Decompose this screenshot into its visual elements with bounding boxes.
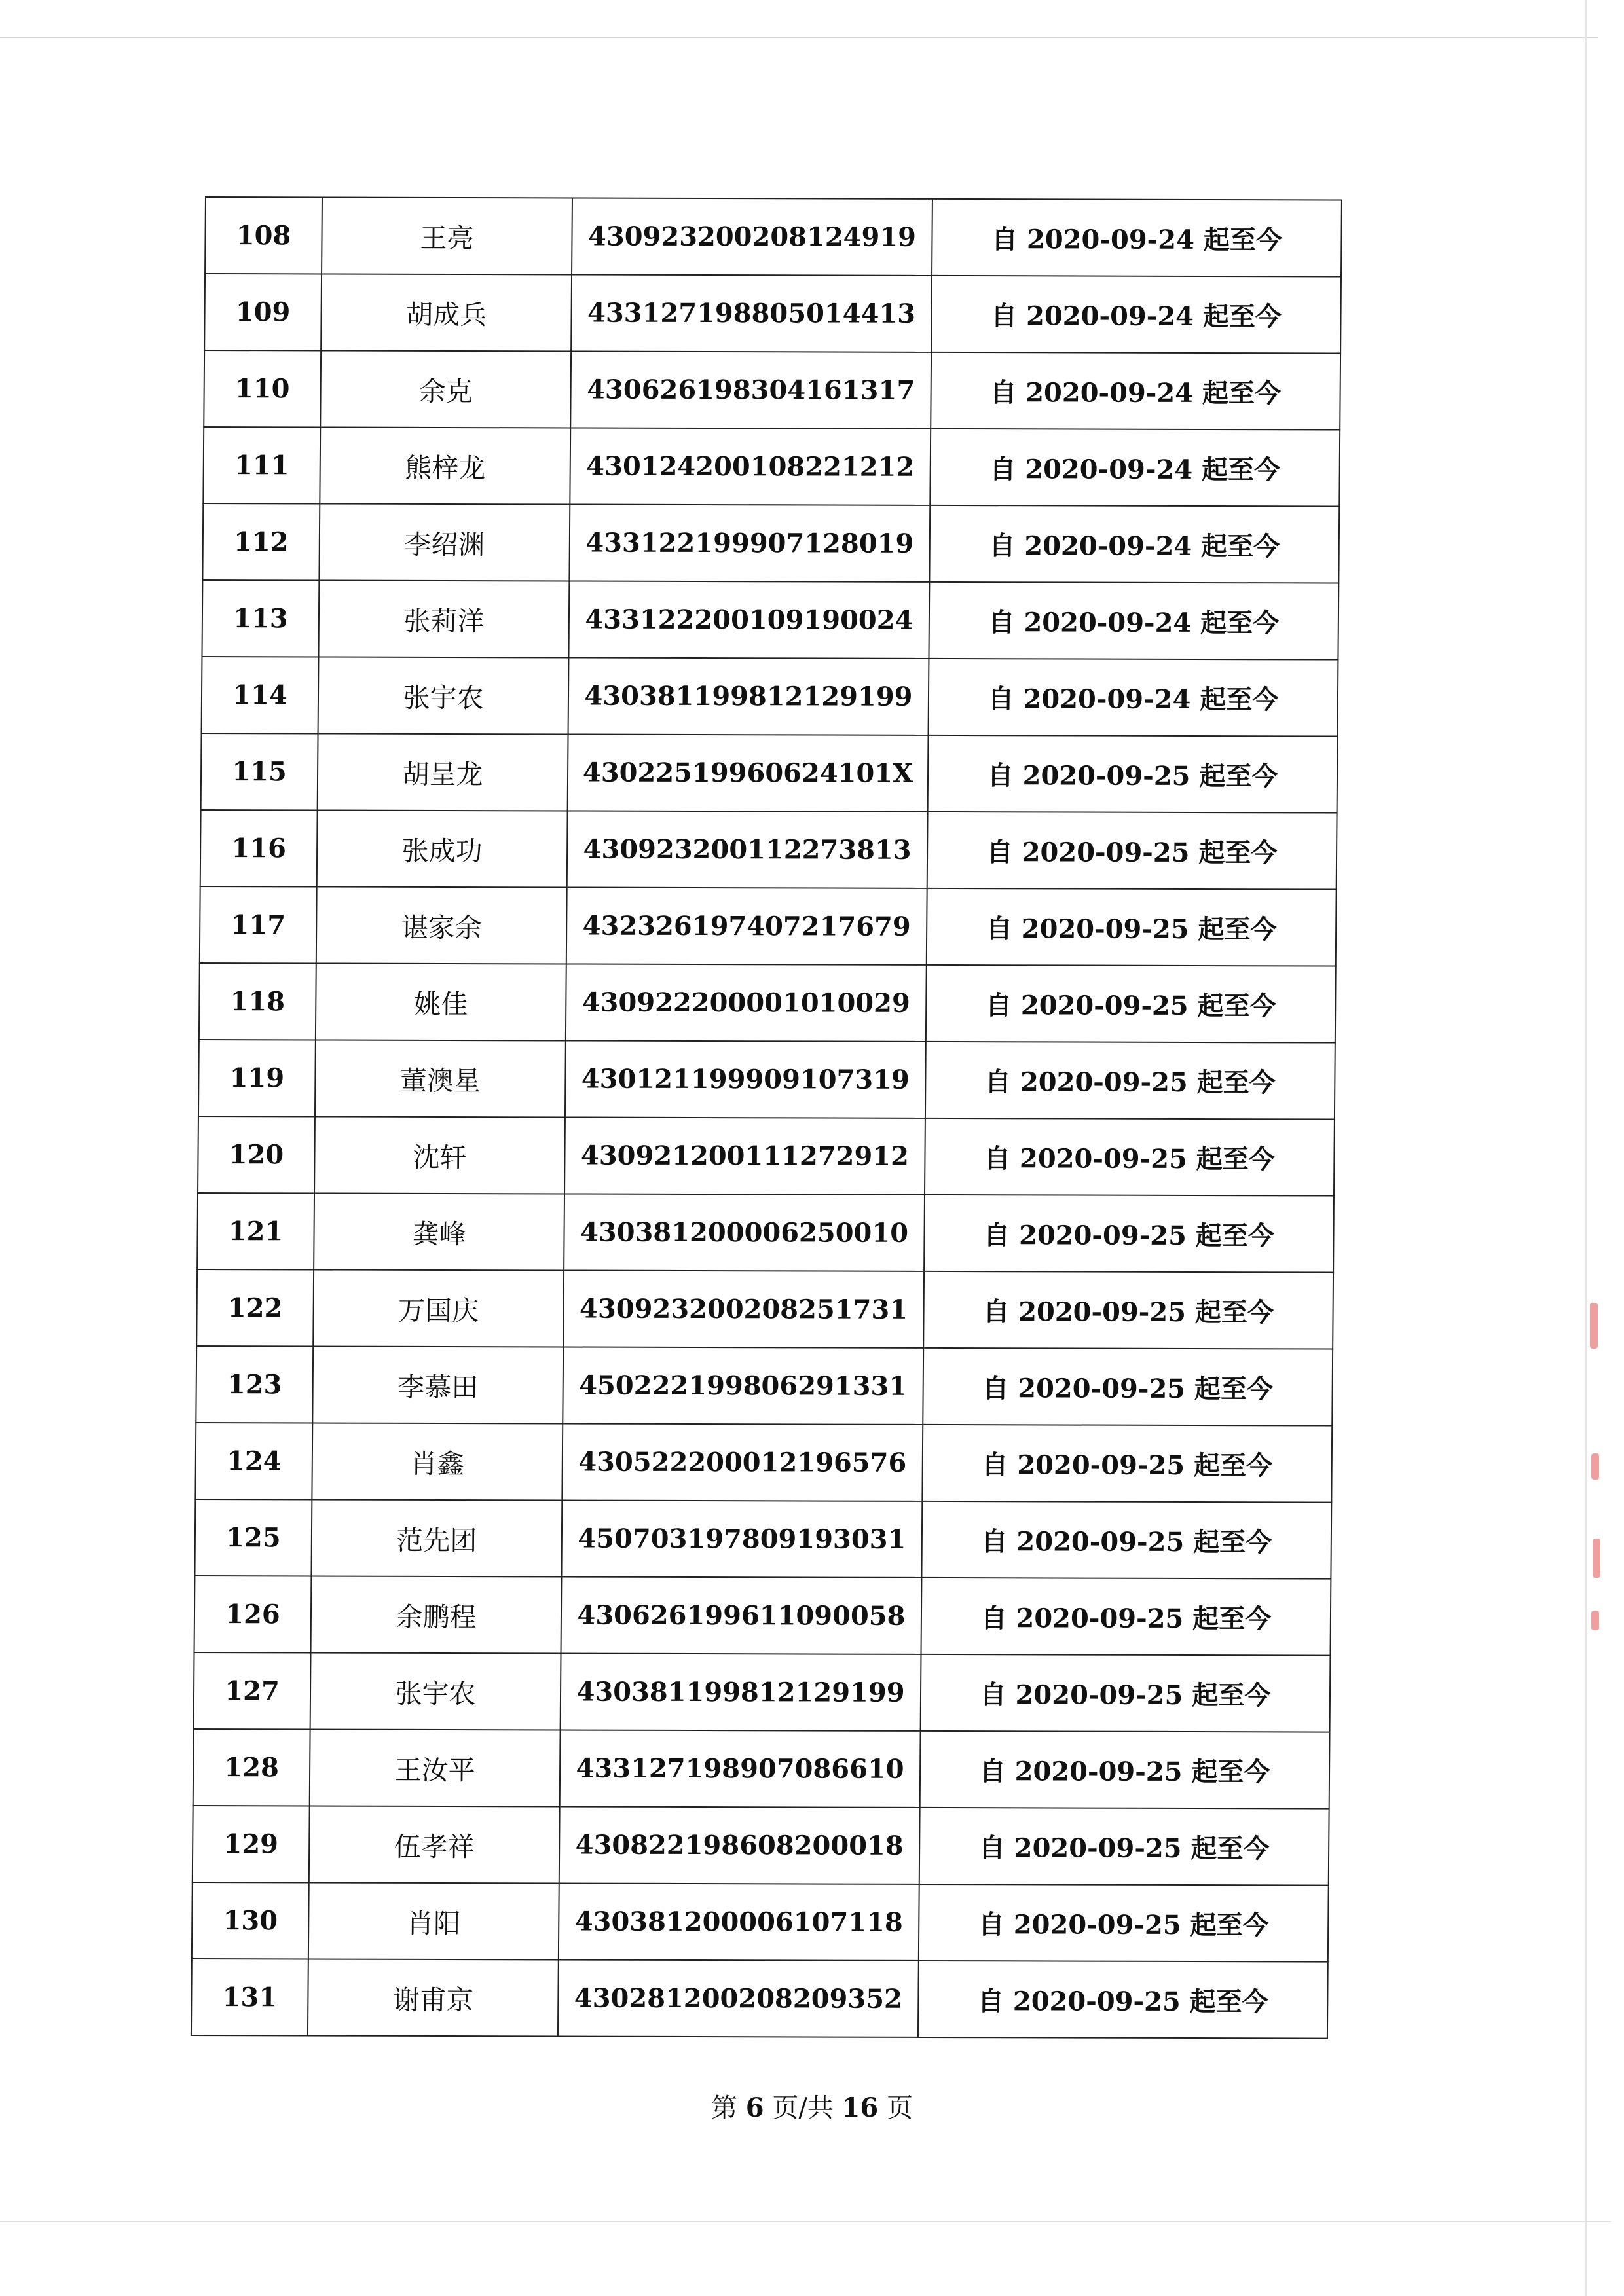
person-name: 李慕田: [312, 1346, 563, 1423]
period-text: 自 2020-09-24 起至今: [929, 659, 1338, 737]
period-text: 自 2020-09-25 起至今: [919, 1884, 1329, 1962]
id-number: 430381199812129199: [561, 1653, 921, 1730]
row-number: 127: [194, 1652, 311, 1729]
period-text: 自 2020-09-25 起至今: [925, 1042, 1335, 1120]
row-number: 121: [197, 1193, 314, 1269]
period-text: 自 2020-09-25 起至今: [924, 1195, 1334, 1273]
id-number: 430626198304161317: [570, 351, 931, 428]
row-number: 108: [205, 197, 322, 274]
row-number: 123: [196, 1346, 313, 1423]
id-number: 430281200208209352: [558, 1959, 919, 2037]
period-text: 自 2020-09-25 起至今: [925, 1118, 1335, 1196]
person-name: 胡呈龙: [318, 733, 568, 811]
scan-edge-bottom: [0, 2221, 1611, 2222]
id-number: 43022519960624101X: [568, 734, 929, 811]
period-text: 自 2020-09-24 起至今: [929, 505, 1339, 583]
period-text: 自 2020-09-24 起至今: [931, 352, 1340, 430]
period-text: 自 2020-09-25 起至今: [921, 1654, 1331, 1732]
scan-edge-top: [0, 37, 1598, 38]
stamp-fragment: [1590, 1303, 1598, 1349]
person-name: 万国庆: [313, 1269, 564, 1347]
person-name: 胡成兵: [321, 274, 572, 351]
person-name: 肖鑫: [312, 1423, 563, 1500]
table-row: [191, 1959, 1328, 2039]
period-text: 自 2020-09-25 起至今: [919, 1808, 1329, 1886]
period-text: 自 2020-09-25 起至今: [923, 1271, 1333, 1349]
person-name: 张宇农: [318, 657, 569, 734]
person-name: 李绍渊: [319, 503, 570, 581]
table-row: [193, 1806, 1329, 1886]
table-row: [203, 427, 1340, 507]
period-text: 自 2020-09-25 起至今: [927, 812, 1337, 890]
person-name: 肖阳: [308, 1882, 559, 1959]
table-row: [198, 1040, 1335, 1120]
stamp-fragment: [1593, 1539, 1600, 1578]
table-row: [197, 1193, 1334, 1273]
period-text: 自 2020-09-25 起至今: [921, 1501, 1331, 1579]
table-row: [202, 503, 1339, 583]
row-number: 129: [193, 1806, 310, 1882]
table-row: [194, 1499, 1331, 1579]
table-row: [200, 886, 1337, 966]
current-page-number: 6: [745, 2092, 764, 2123]
id-number: 430923200112273813: [567, 811, 928, 888]
row-number: 118: [199, 963, 316, 1040]
period-text: 自 2020-09-25 起至今: [918, 1961, 1328, 2039]
row-number: 117: [200, 886, 317, 963]
table-row: [196, 1346, 1333, 1426]
id-number: 433127198907086610: [560, 1730, 921, 1807]
id-number: 430381200006107118: [559, 1883, 919, 1960]
id-number: 430822198608200018: [559, 1806, 920, 1884]
personnel-table: [191, 196, 1342, 2039]
row-number: 124: [195, 1423, 312, 1499]
personnel-table-wrapper: [191, 196, 1341, 2039]
period-text: 自 2020-09-25 起至今: [926, 965, 1336, 1043]
stamp-fragment: [1591, 1453, 1599, 1480]
period-text: 自 2020-09-25 起至今: [923, 1348, 1333, 1426]
person-name: 龚峰: [314, 1193, 564, 1270]
row-number: 126: [194, 1576, 312, 1652]
footer-suffix: 页: [886, 2093, 913, 2123]
table-row: [200, 810, 1337, 890]
id-number: 430121199909107319: [565, 1040, 926, 1118]
table-row: [202, 657, 1338, 737]
period-text: 自 2020-09-24 起至今: [931, 276, 1341, 354]
row-number: 125: [194, 1499, 312, 1576]
id-number: 430381200006250010: [564, 1194, 925, 1271]
row-number: 130: [192, 1882, 309, 1959]
person-name: 王汝平: [310, 1729, 561, 1806]
scan-edge-right: [1585, 0, 1587, 2296]
person-name: 余鹏程: [311, 1576, 562, 1653]
row-number: 111: [203, 427, 320, 503]
row-number: 120: [198, 1116, 315, 1193]
table-row: [205, 197, 1342, 277]
table-row: [204, 274, 1341, 354]
person-name: 谢甫京: [308, 1959, 559, 2036]
total-pages-number: 16: [841, 2092, 879, 2123]
period-text: 自 2020-09-25 起至今: [921, 1578, 1331, 1656]
person-name: 伍孝祥: [309, 1806, 560, 1883]
table-row: [194, 1576, 1331, 1656]
table-row: [194, 1652, 1331, 1732]
period-text: 自 2020-09-24 起至今: [929, 582, 1338, 660]
person-name: 姚佳: [316, 963, 566, 1040]
table-row: [198, 1116, 1335, 1196]
period-text: 自 2020-09-24 起至今: [932, 199, 1342, 277]
id-number: 430922200001010029: [566, 964, 927, 1041]
period-text: 自 2020-09-25 起至今: [928, 735, 1338, 813]
id-number: 433122199907128019: [569, 504, 930, 581]
person-name: 张莉洋: [318, 580, 569, 657]
row-number: 122: [196, 1269, 314, 1346]
row-number: 119: [198, 1040, 316, 1116]
table-row: [192, 1882, 1329, 1962]
row-number: 116: [200, 810, 318, 886]
row-number: 114: [202, 657, 319, 733]
row-number: 113: [202, 580, 319, 657]
id-number: 430124200108221212: [570, 428, 931, 505]
table-row: [199, 963, 1336, 1043]
table-body: [191, 197, 1342, 2039]
row-number: 128: [193, 1729, 310, 1806]
period-text: 自 2020-09-25 起至今: [920, 1731, 1330, 1809]
period-text: 自 2020-09-24 起至今: [930, 429, 1340, 507]
table-row: [196, 1269, 1333, 1349]
person-name: 沈轩: [314, 1116, 565, 1194]
row-number: 109: [204, 274, 322, 350]
row-number: 112: [202, 503, 320, 580]
person-name: 董澳星: [315, 1040, 566, 1117]
person-name: 王亮: [322, 197, 572, 274]
table-row: [193, 1729, 1330, 1809]
id-number: 430626199611090058: [561, 1576, 922, 1654]
id-number: 430923200208124919: [572, 198, 932, 275]
id-number: 450703197809193031: [561, 1500, 922, 1577]
table-row: [202, 580, 1338, 660]
id-number: 430381199812129199: [568, 657, 929, 735]
table-row: [201, 733, 1338, 813]
person-name: 余克: [320, 350, 571, 428]
footer-middle: 页/共: [772, 2093, 834, 2123]
person-name: 张宇农: [310, 1652, 561, 1730]
id-number: 450222199806291331: [563, 1347, 923, 1424]
row-number: 110: [204, 350, 321, 427]
row-number: 115: [201, 733, 318, 810]
person-name: 张成功: [317, 810, 568, 887]
period-text: 自 2020-09-25 起至今: [927, 888, 1337, 966]
footer-prefix: 第: [711, 2093, 738, 2123]
table-row: [204, 350, 1340, 430]
period-text: 自 2020-09-25 起至今: [922, 1425, 1332, 1503]
row-number: 131: [191, 1959, 308, 2035]
id-number: 433122200109190024: [568, 581, 929, 658]
person-name: 谌家余: [316, 886, 567, 964]
id-number: 430921200111272912: [564, 1117, 925, 1194]
person-name: 熊梓龙: [320, 427, 570, 504]
id-number: 432326197407217679: [566, 887, 927, 964]
id-number: 433127198805014413: [571, 274, 932, 352]
table-row: [195, 1423, 1332, 1503]
id-number: 430522200012196576: [562, 1423, 923, 1501]
stamp-fragment: [1591, 1611, 1599, 1630]
id-number: 430923200208251731: [563, 1270, 924, 1347]
page-footer: [0, 2087, 1624, 2124]
person-name: 范先团: [311, 1499, 562, 1576]
